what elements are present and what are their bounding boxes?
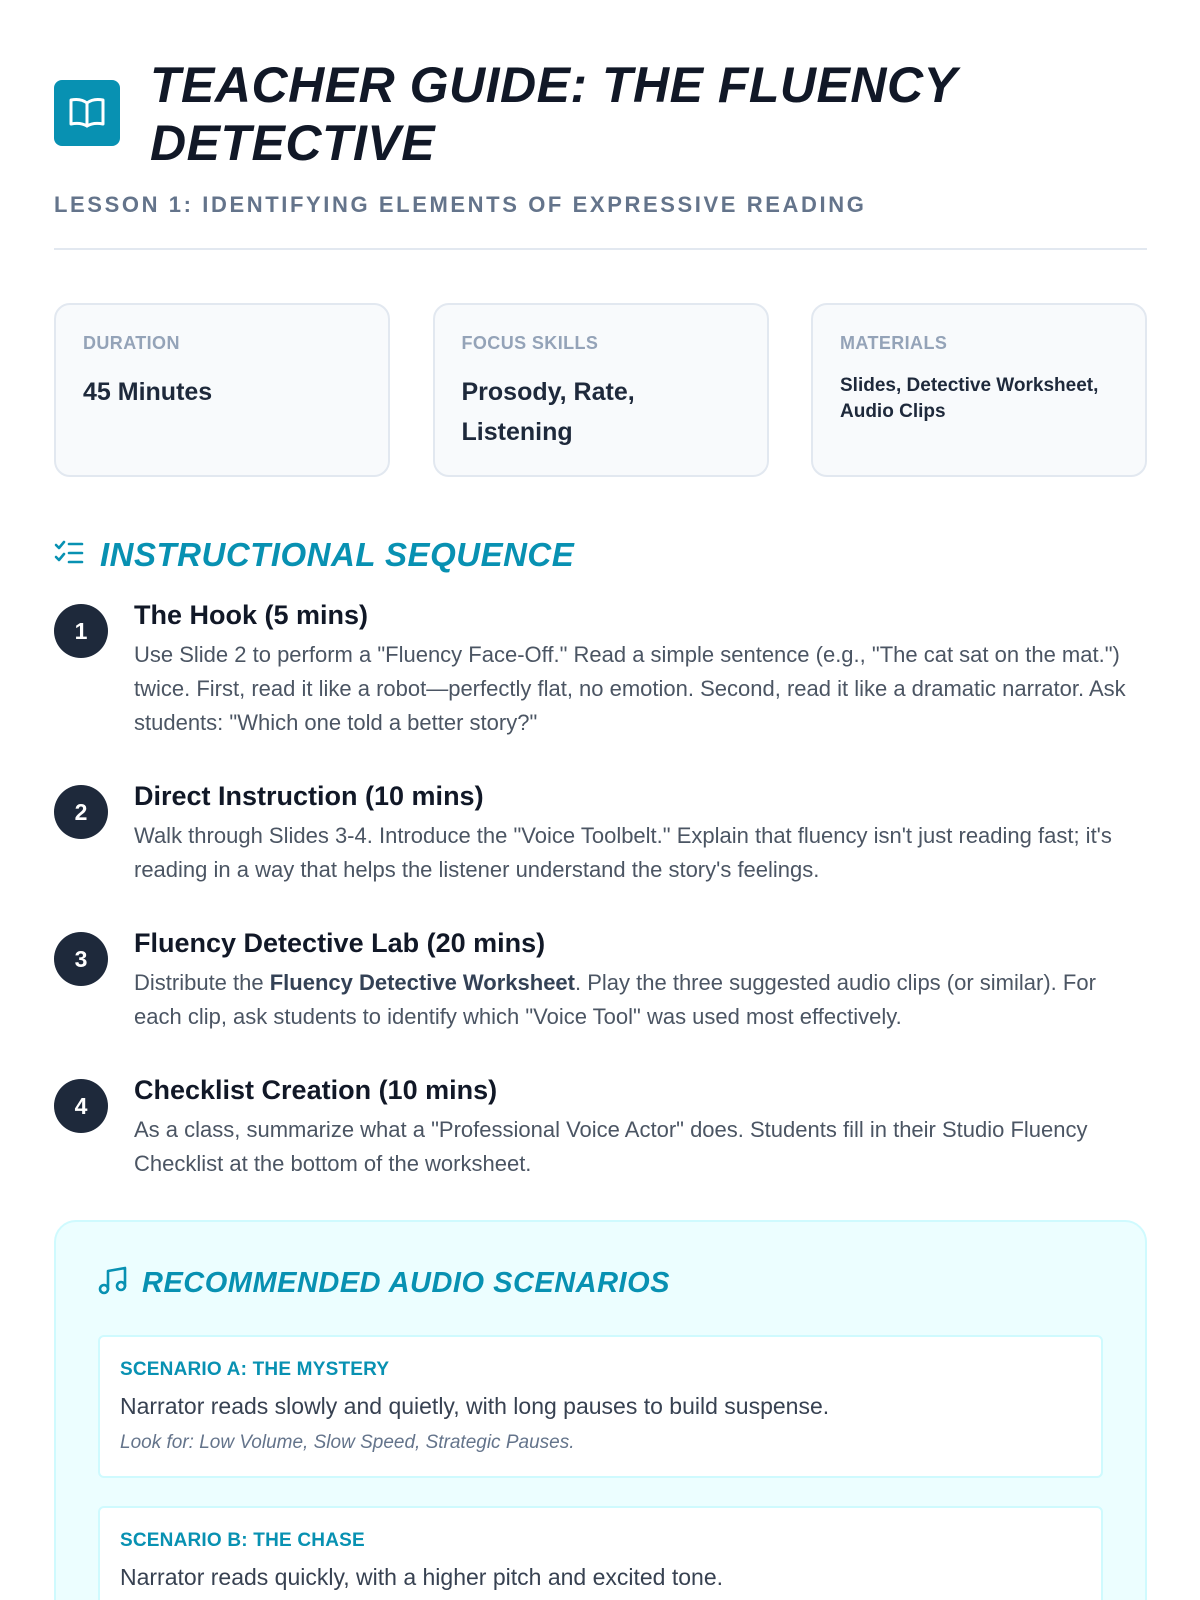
scenario-card (98, 1506, 1103, 1600)
materials-card (811, 303, 1147, 477)
step-body (134, 598, 1147, 740)
step-number: 4 (54, 1079, 108, 1133)
info-label: DURATION (83, 333, 180, 353)
music-note-icon (98, 1266, 128, 1301)
audio-heading-text: RECOMMENDED AUDIO SCENARIOS (142, 1267, 671, 1299)
scenario-title: SCENARIO B: THE CHASE (120, 1530, 365, 1551)
scenario-look-for: Look for: Low Volume, Slow Speed, Strategic Pauses. (120, 1432, 575, 1453)
content (54, 0, 1147, 1600)
divider (54, 248, 1147, 250)
step-title: Direct Instruction (10 mins) (134, 781, 484, 811)
step-title: Fluency Detective Lab (20 mins) (134, 928, 546, 958)
info-cards (54, 303, 1147, 477)
step-title: Checklist Creation (10 mins) (134, 1075, 498, 1105)
step-text: Walk through Slides 3-4. Introduce the "Voice Toolbelt." Explain that fluency isn't just reading fast; it's reading in a way that helps the listener understand the story's feelings. (134, 823, 1112, 882)
book-open-icon (54, 80, 120, 146)
info-label: MATERIALS (840, 333, 948, 353)
step-body (134, 779, 1147, 887)
info-value: Slides, Detective Worksheet, Audio Clips (840, 375, 1099, 422)
step-4 (54, 1073, 1147, 1181)
step-text: As a class, summarize what a "Professional Voice Actor" does. Students fill in their Studio Fluency Checklist at the bottom of the worksheet. (134, 1117, 1088, 1176)
audio-heading (98, 1266, 1103, 1301)
step-list (54, 598, 1147, 1181)
page-subtitle: LESSON 1: IDENTIFYING ELEMENTS OF EXPRESSIVE READING (54, 192, 867, 217)
step-2 (54, 779, 1147, 887)
step-3 (54, 926, 1147, 1034)
info-value: Prosody, Rate, Listening (461, 378, 635, 446)
step-text: Use Slide 2 to perform a "Fluency Face-Off." Read a simple sentence (e.g., "The cat sat on the mat.") twice. First, read it like a robot—perfectly flat, no emotion. Second, read it like a dramatic narrator. Ask students: "Which one told a better story?" (134, 642, 1126, 735)
focus-skills-card (433, 303, 769, 477)
list-checks-icon (54, 540, 84, 571)
step-number: 3 (54, 932, 108, 986)
step-body (134, 1073, 1147, 1181)
scenario-card (98, 1335, 1103, 1478)
scenario-title: SCENARIO A: THE MYSTERY (120, 1359, 390, 1380)
scenario-description: Narrator reads slowly and quietly, with long pauses to build suspense. (120, 1393, 830, 1419)
step-title: The Hook (5 mins) (134, 600, 369, 630)
header (54, 56, 1147, 172)
step-body (134, 926, 1147, 1034)
audio-scenarios-panel (54, 1220, 1147, 1600)
step-1 (54, 598, 1147, 740)
step-number: 2 (54, 785, 108, 839)
sequence-heading-text: INSTRUCTIONAL SEQUENCE (100, 536, 575, 573)
step-number: 1 (54, 604, 108, 658)
info-label: FOCUS SKILLS (461, 333, 599, 353)
info-value: 45 Minutes (83, 378, 213, 406)
step-text (134, 966, 1147, 1034)
step-text-end: . Play the three suggested audio clips (or similar). For each clip, ask students to identify which "Voice Tool" was used most effectively. (134, 970, 1096, 1029)
page-title: TEACHER GUIDE: THE FLUENCY DETECTIVE (150, 57, 957, 171)
step-text-start: Distribute the (134, 970, 270, 995)
duration-card (54, 303, 390, 477)
worksheet-name: Fluency Detective Worksheet (269, 970, 575, 995)
sequence-heading (54, 536, 1147, 574)
scenario-description: Narrator reads quickly, with a higher pitch and excited tone. (120, 1564, 723, 1590)
